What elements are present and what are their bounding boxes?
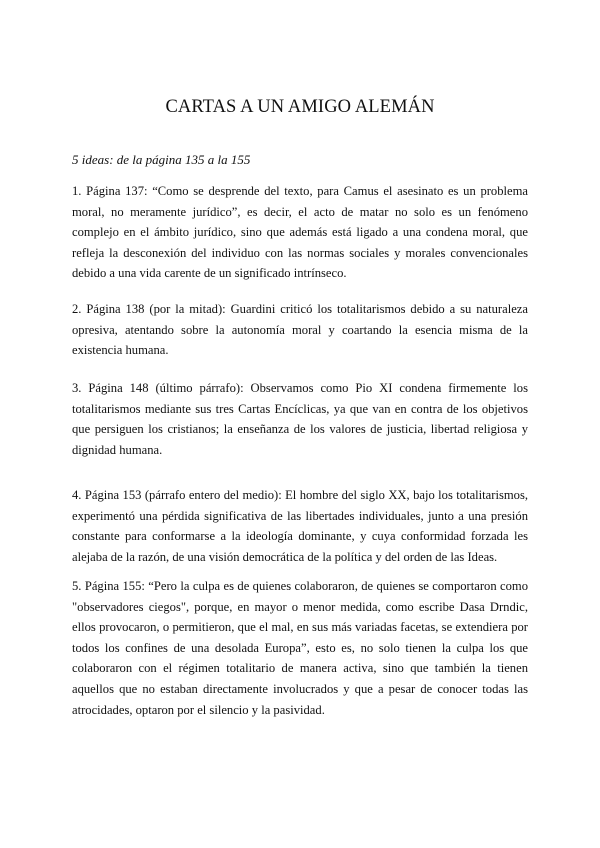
document-subtitle: 5 ideas: de la página 135 a la 155	[72, 152, 251, 167]
idea-paragraph-5: 5. Página 155: “Pero la culpa es de quienes colaboraron, de quienes se comportaron como "observadores ciegos", porque, en mayor o menor medida, como escribe Dasa Drndic, ellos provocaron, o permitieron, que el mal, en sus más variadas facetas, se extendiera por todos los confines de una desolada Europa”, esto es, no solo tienen la culpa los que colaboraron con el régimen totalitario de manera activa, sino que también la tienen aquellos que no estaban directamente involucrados y que a pesar de conocer todas las atrocidades, optaron por el silencio y la pasividad.	[72, 579, 528, 717]
document-title: CARTAS A UN AMIGO ALEMÁN	[165, 97, 435, 117]
idea-paragraph-4: 4. Página 153 (párrafo entero del medio): El hombre del siglo XX, bajo los totalitarismos, experimentó una pérdida significativa de las libertades individuales, junto a una presión constante para conformarse a la ideología dominante, y cuya conformidad forzada les alejaba de la razón, de una visión democrática de la política y del orden de las Ideas.	[72, 488, 528, 564]
idea-paragraph-2: 2. Página 138 (por la mitad): Guardini criticó los totalitarismos debido a su naturaleza opresiva, atentando sobre la autonomía moral y coartando la esencia misma de la existencia humana.	[72, 302, 528, 358]
idea-paragraph-1: 1. Página 137: “Como se desprende del texto, para Camus el asesinato es un problema moral, no meramente jurídico”, es decir, el acto de matar no solo es un fenómeno complejo en el ámbito jurídico, sino que además está ligado a una condena moral, que refleja la desconexión del individuo con las normas sociales y morales convencionales debido a una vida carente de un significado intrínseco.	[72, 184, 528, 281]
idea-paragraph-3: 3. Página 148 (último párrafo): Observamos como Pio XI condena firmemente los totalitarismos mediante sus tres Cartas Encíclicas, ya que van en contra de los objetivos que persiguen los cristianos; la enseñanza de los valores de justicia, libertad religiosa y dignidad humana.	[72, 381, 528, 457]
